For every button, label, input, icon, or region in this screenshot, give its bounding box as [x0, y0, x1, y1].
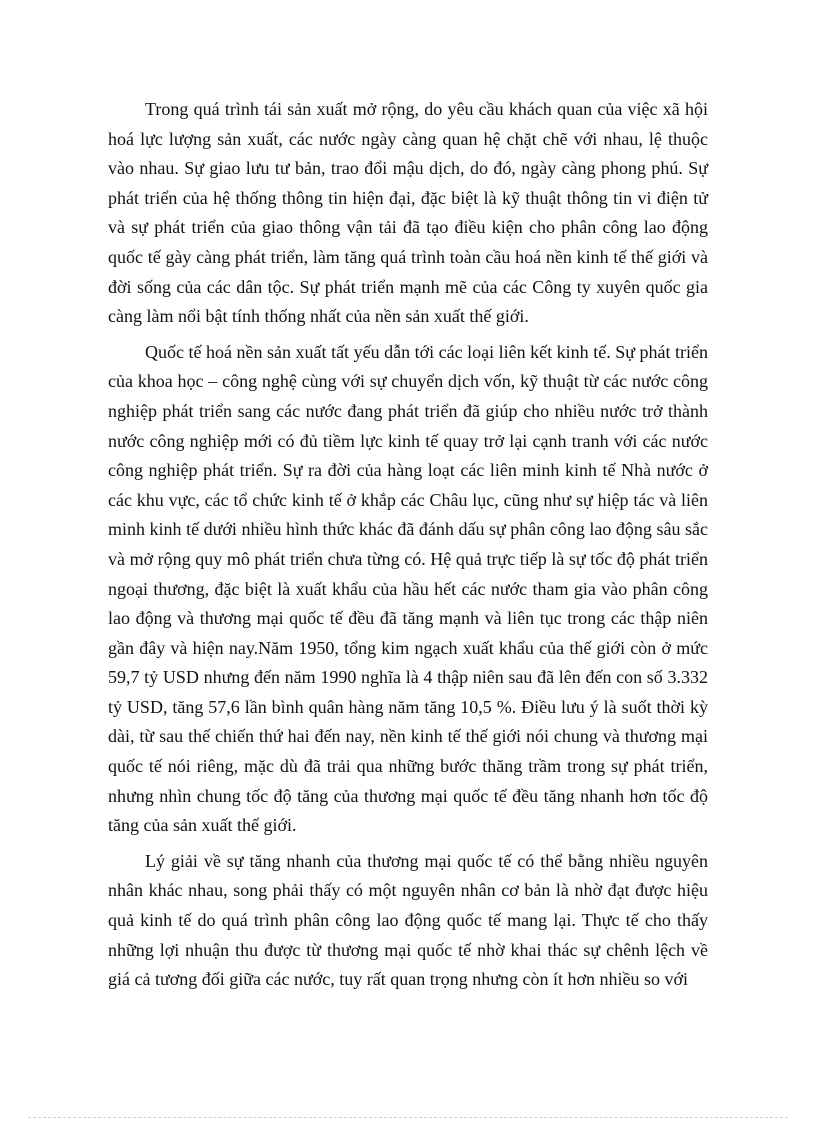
paragraph-1: Trong quá trình tái sản xuất mở rộng, do yêu cầu khách quan của việc xã hội hoá lực lượng sản xuất, các nước ngày càng quan hệ chặt chẽ với nhau, lệ thuộc vào nhau. Sự giao lưu tư bản, trao đổi mậu dịch, do đó, ngày càng phong phú. Sự phát triển của hệ thống thông tin hiện đại, đặc biệt là kỹ thuật thông tin vi điện tử và sự phát triển của giao thông vận tải đã tạo điều kiện cho phân công lao động quốc tế gày càng phát triển, làm tăng quá trình toàn cầu hoá nền kinh tế thế giới và đời sống của các dân tộc. Sự phát triển mạnh mẽ của các Công ty xuyên quốc gia càng làm nổi bật tính thống nhất của nền sản xuất thế giới. — [108, 99, 708, 327]
body-text — [108, 95, 708, 1001]
page-bottom-rule — [28, 1117, 788, 1118]
paragraph-2: Quốc tế hoá nền sản xuất tất yếu dẫn tới các loại liên kết kinh tế. Sự phát triển của khoa học – công nghệ cùng với sự chuyển dịch vốn, kỹ thuật từ các nước công nghiệp phát triển sang các nước đang phát triển đã giúp cho nhiều nước trở thành nước công nghiệp mới có đủ tiềm lực kinh tế quay trở lại cạnh tranh với các nước công nghiệp phát triển. Sự ra đời của hàng loạt các liên minh kinh tế Nhà nước ở các khu vực, các tổ chức kinh tế ở khắp các Châu lục, cũng như sự hiệp tác và liên minh kinh tế dưới nhiều hình thức khác đã đánh dấu sự phân công lao động sâu sắc và mở rộng quy mô phát triển chưa từng có. Hệ quả trực tiếp là sự tốc độ phát triển ngoại thương, đặc biệt là xuất khẩu của hầu hết các nước tham gia vào phân công lao động và thương mại quốc tế đều đã tăng mạnh và liên tục trong các thập niên gần đây và hiện nay.Năm 1950, tổng kim ngạch xuất khẩu của thế giới còn ở mức 59,7 tỷ USD nhưng đến năm 1990 nghĩa là 4 thập niên sau đã lên đến con số 3.332 tỷ USD, tăng 57,6 lần bình quân hàng năm tăng 10,5 %. Điều lưu ý là suốt thời kỳ dài, từ sau thế chiến thứ hai đến nay, nền kinh tế thế giới nói chung và thương mại quốc tế nói riêng, mặc dù đã trải qua những bước thăng trầm trong sự phát triển, nhưng nhìn chung tốc độ tăng của thương mại quốc tế đều tăng nhanh hơn tốc độ tăng của sản xuất thế giới. — [108, 341, 708, 836]
paragraph-3: Lý giải về sự tăng nhanh của thương mại quốc tế có thể bằng nhiều nguyên nhân khác nhau, song phải thấy có một nguyên nhân cơ bản là nhờ đạt được hiệu quả kinh tế do quá trình phân công lao động quốc tế mang lại. Thực tế cho thấy những lợi nhuận thu được từ thương mại quốc tế nhờ khai thác sự chênh lệch về giá cả tương đối giữa các nước, tuy rất quan trọng nhưng còn ít hơn nhiều so với — [108, 850, 708, 990]
